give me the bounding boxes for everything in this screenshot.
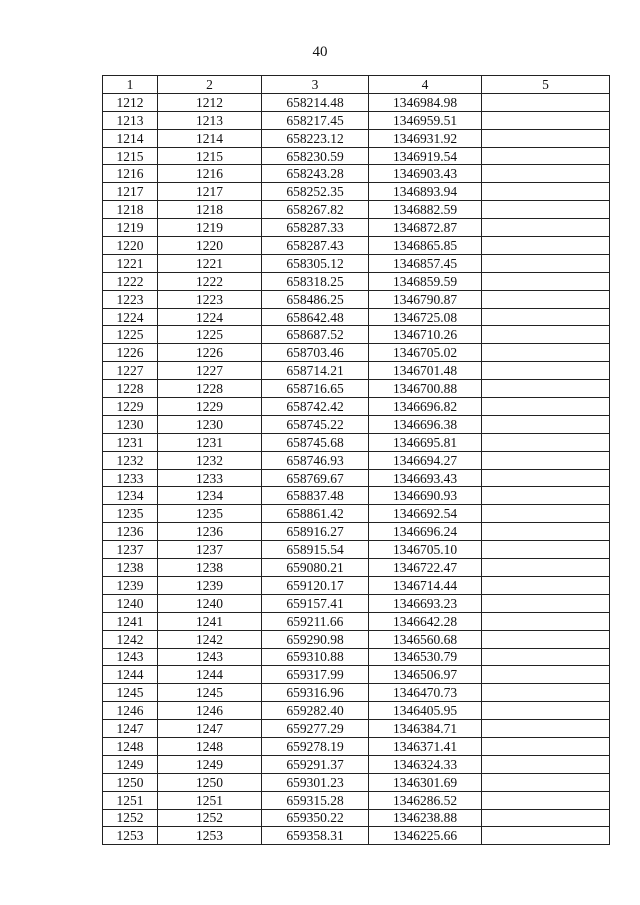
- note-cell: [482, 487, 610, 505]
- y-coordinate-cell: 1346857.45: [369, 254, 482, 272]
- table-header-row: [103, 76, 610, 94]
- note-cell: [482, 362, 610, 380]
- y-coordinate-cell: 1346919.54: [369, 147, 482, 165]
- y-coordinate-cell: 1346238.88: [369, 809, 482, 827]
- note-cell: [482, 684, 610, 702]
- note-cell: [482, 272, 610, 290]
- x-coordinate-cell: 658742.42: [262, 398, 369, 416]
- x-coordinate-cell: 659358.31: [262, 827, 369, 845]
- table-row: [103, 237, 610, 255]
- y-coordinate-cell: 1346695.81: [369, 433, 482, 451]
- point-id-cell: 1235: [158, 505, 262, 523]
- x-coordinate-cell: 658223.12: [262, 129, 369, 147]
- note-cell: [482, 290, 610, 308]
- x-coordinate-cell: 659301.23: [262, 773, 369, 791]
- x-coordinate-cell: 658687.52: [262, 326, 369, 344]
- point-number-cell: 1252: [103, 809, 158, 827]
- y-coordinate-cell: 1346506.97: [369, 666, 482, 684]
- table-row: [103, 308, 610, 326]
- note-cell: [482, 648, 610, 666]
- y-coordinate-cell: 1346384.71: [369, 720, 482, 738]
- x-coordinate-cell: 659211.66: [262, 612, 369, 630]
- table-row: [103, 773, 610, 791]
- point-id-cell: 1223: [158, 290, 262, 308]
- point-number-cell: 1215: [103, 147, 158, 165]
- y-coordinate-cell: 1346865.85: [369, 237, 482, 255]
- point-number-cell: 1253: [103, 827, 158, 845]
- point-number-cell: 1248: [103, 737, 158, 755]
- point-number-cell: 1240: [103, 594, 158, 612]
- note-cell: [482, 147, 610, 165]
- x-coordinate-cell: 658703.46: [262, 344, 369, 362]
- x-coordinate-cell: 658716.65: [262, 380, 369, 398]
- point-number-cell: 1223: [103, 290, 158, 308]
- table-row: [103, 487, 610, 505]
- x-coordinate-cell: 659310.88: [262, 648, 369, 666]
- x-coordinate-cell: 658486.25: [262, 290, 369, 308]
- x-coordinate-cell: 658287.33: [262, 219, 369, 237]
- point-id-cell: 1215: [158, 147, 262, 165]
- x-coordinate-cell: 658916.27: [262, 523, 369, 541]
- x-coordinate-cell: 659080.21: [262, 559, 369, 577]
- table-row: [103, 183, 610, 201]
- x-coordinate-cell: 659291.37: [262, 755, 369, 773]
- note-cell: [482, 326, 610, 344]
- point-id-cell: 1236: [158, 523, 262, 541]
- point-number-cell: 1228: [103, 380, 158, 398]
- note-cell: [482, 344, 610, 362]
- point-id-cell: 1242: [158, 630, 262, 648]
- note-cell: [482, 523, 610, 541]
- point-id-cell: 1216: [158, 165, 262, 183]
- y-coordinate-cell: 1346693.23: [369, 594, 482, 612]
- table-row: [103, 630, 610, 648]
- table-row: [103, 737, 610, 755]
- y-coordinate-cell: 1346705.10: [369, 541, 482, 559]
- note-cell: [482, 594, 610, 612]
- point-number-cell: 1212: [103, 93, 158, 111]
- x-coordinate-cell: 658318.25: [262, 272, 369, 290]
- point-id-cell: 1251: [158, 791, 262, 809]
- note-cell: [482, 398, 610, 416]
- y-coordinate-cell: 1346714.44: [369, 576, 482, 594]
- y-coordinate-cell: 1346882.59: [369, 201, 482, 219]
- note-cell: [482, 451, 610, 469]
- table-row: [103, 326, 610, 344]
- coordinates-table: [102, 75, 610, 845]
- table-row: [103, 612, 610, 630]
- table-row: [103, 147, 610, 165]
- point-number-cell: 1222: [103, 272, 158, 290]
- table-row: [103, 523, 610, 541]
- table-row: [103, 559, 610, 577]
- x-coordinate-cell: 658214.48: [262, 93, 369, 111]
- x-coordinate-cell: 659157.41: [262, 594, 369, 612]
- y-coordinate-cell: 1346694.27: [369, 451, 482, 469]
- table-row: [103, 129, 610, 147]
- table-row: [103, 165, 610, 183]
- x-coordinate-cell: 658642.48: [262, 308, 369, 326]
- y-coordinate-cell: 1346642.28: [369, 612, 482, 630]
- table-row: [103, 254, 610, 272]
- table-row: [103, 720, 610, 738]
- y-coordinate-cell: 1346700.88: [369, 380, 482, 398]
- note-cell: [482, 666, 610, 684]
- point-id-cell: 1226: [158, 344, 262, 362]
- table-row: [103, 380, 610, 398]
- note-cell: [482, 630, 610, 648]
- note-cell: [482, 93, 610, 111]
- note-cell: [482, 755, 610, 773]
- point-id-cell: 1212: [158, 93, 262, 111]
- table-row: [103, 594, 610, 612]
- x-coordinate-cell: 659277.29: [262, 720, 369, 738]
- point-id-cell: 1248: [158, 737, 262, 755]
- point-id-cell: 1244: [158, 666, 262, 684]
- column-header-3: 3: [262, 76, 369, 94]
- point-id-cell: 1231: [158, 433, 262, 451]
- table-row: [103, 272, 610, 290]
- x-coordinate-cell: 659120.17: [262, 576, 369, 594]
- column-header-4: 4: [369, 76, 482, 94]
- column-header-1: 1: [103, 76, 158, 94]
- note-cell: [482, 791, 610, 809]
- point-number-cell: 1241: [103, 612, 158, 630]
- table-row: [103, 702, 610, 720]
- point-number-cell: 1250: [103, 773, 158, 791]
- y-coordinate-cell: 1346722.47: [369, 559, 482, 577]
- point-id-cell: 1232: [158, 451, 262, 469]
- point-number-cell: 1219: [103, 219, 158, 237]
- y-coordinate-cell: 1346872.87: [369, 219, 482, 237]
- y-coordinate-cell: 1346931.92: [369, 129, 482, 147]
- x-coordinate-cell: 659317.99: [262, 666, 369, 684]
- x-coordinate-cell: 658230.59: [262, 147, 369, 165]
- y-coordinate-cell: 1346701.48: [369, 362, 482, 380]
- y-coordinate-cell: 1346324.33: [369, 755, 482, 773]
- y-coordinate-cell: 1346301.69: [369, 773, 482, 791]
- note-cell: [482, 111, 610, 129]
- table-row: [103, 541, 610, 559]
- point-id-cell: 1253: [158, 827, 262, 845]
- note-cell: [482, 183, 610, 201]
- point-number-cell: 1237: [103, 541, 158, 559]
- point-number-cell: 1221: [103, 254, 158, 272]
- y-coordinate-cell: 1346725.08: [369, 308, 482, 326]
- table-row: [103, 398, 610, 416]
- x-coordinate-cell: 658745.68: [262, 433, 369, 451]
- y-coordinate-cell: 1346710.26: [369, 326, 482, 344]
- x-coordinate-cell: 658267.82: [262, 201, 369, 219]
- note-cell: [482, 505, 610, 523]
- point-number-cell: 1229: [103, 398, 158, 416]
- point-id-cell: 1229: [158, 398, 262, 416]
- y-coordinate-cell: 1346225.66: [369, 827, 482, 845]
- point-id-cell: 1237: [158, 541, 262, 559]
- point-id-cell: 1227: [158, 362, 262, 380]
- y-coordinate-cell: 1346560.68: [369, 630, 482, 648]
- y-coordinate-cell: 1346693.43: [369, 469, 482, 487]
- y-coordinate-cell: 1346696.82: [369, 398, 482, 416]
- point-number-cell: 1216: [103, 165, 158, 183]
- point-id-cell: 1214: [158, 129, 262, 147]
- y-coordinate-cell: 1346371.41: [369, 737, 482, 755]
- note-cell: [482, 308, 610, 326]
- point-id-cell: 1217: [158, 183, 262, 201]
- note-cell: [482, 576, 610, 594]
- point-id-cell: 1218: [158, 201, 262, 219]
- point-id-cell: 1250: [158, 773, 262, 791]
- point-number-cell: 1244: [103, 666, 158, 684]
- point-id-cell: 1246: [158, 702, 262, 720]
- x-coordinate-cell: 658915.54: [262, 541, 369, 559]
- x-coordinate-cell: 658714.21: [262, 362, 369, 380]
- point-number-cell: 1233: [103, 469, 158, 487]
- x-coordinate-cell: 659350.22: [262, 809, 369, 827]
- point-number-cell: 1220: [103, 237, 158, 255]
- point-number-cell: 1236: [103, 523, 158, 541]
- x-coordinate-cell: 659315.28: [262, 791, 369, 809]
- x-coordinate-cell: 659282.40: [262, 702, 369, 720]
- point-number-cell: 1217: [103, 183, 158, 201]
- x-coordinate-cell: 658769.67: [262, 469, 369, 487]
- y-coordinate-cell: 1346690.93: [369, 487, 482, 505]
- table-body: [103, 93, 610, 844]
- x-coordinate-cell: 658217.45: [262, 111, 369, 129]
- y-coordinate-cell: 1346696.38: [369, 415, 482, 433]
- x-coordinate-cell: 658861.42: [262, 505, 369, 523]
- x-coordinate-cell: 659290.98: [262, 630, 369, 648]
- column-header-2: 2: [158, 76, 262, 94]
- y-coordinate-cell: 1346959.51: [369, 111, 482, 129]
- x-coordinate-cell: 659278.19: [262, 737, 369, 755]
- point-id-cell: 1238: [158, 559, 262, 577]
- point-id-cell: 1234: [158, 487, 262, 505]
- x-coordinate-cell: 658745.22: [262, 415, 369, 433]
- point-id-cell: 1247: [158, 720, 262, 738]
- y-coordinate-cell: 1346405.95: [369, 702, 482, 720]
- x-coordinate-cell: 658287.43: [262, 237, 369, 255]
- point-number-cell: 1249: [103, 755, 158, 773]
- note-cell: [482, 612, 610, 630]
- table-row: [103, 827, 610, 845]
- note-cell: [482, 469, 610, 487]
- point-number-cell: 1243: [103, 648, 158, 666]
- note-cell: [482, 737, 610, 755]
- point-id-cell: 1243: [158, 648, 262, 666]
- note-cell: [482, 237, 610, 255]
- x-coordinate-cell: 658746.93: [262, 451, 369, 469]
- y-coordinate-cell: 1346530.79: [369, 648, 482, 666]
- point-id-cell: 1240: [158, 594, 262, 612]
- table-row: [103, 201, 610, 219]
- point-number-cell: 1246: [103, 702, 158, 720]
- y-coordinate-cell: 1346470.73: [369, 684, 482, 702]
- point-id-cell: 1245: [158, 684, 262, 702]
- note-cell: [482, 559, 610, 577]
- y-coordinate-cell: 1346859.59: [369, 272, 482, 290]
- table-row: [103, 362, 610, 380]
- point-number-cell: 1214: [103, 129, 158, 147]
- table-row: [103, 451, 610, 469]
- table-row: [103, 93, 610, 111]
- table-row: [103, 469, 610, 487]
- point-number-cell: 1230: [103, 415, 158, 433]
- y-coordinate-cell: 1346984.98: [369, 93, 482, 111]
- point-id-cell: 1239: [158, 576, 262, 594]
- table-row: [103, 684, 610, 702]
- table-row: [103, 505, 610, 523]
- note-cell: [482, 380, 610, 398]
- table-row: [103, 755, 610, 773]
- table-row: [103, 415, 610, 433]
- point-id-cell: 1233: [158, 469, 262, 487]
- table-row: [103, 344, 610, 362]
- x-coordinate-cell: 658837.48: [262, 487, 369, 505]
- point-id-cell: 1219: [158, 219, 262, 237]
- point-id-cell: 1220: [158, 237, 262, 255]
- point-number-cell: 1213: [103, 111, 158, 129]
- y-coordinate-cell: 1346286.52: [369, 791, 482, 809]
- note-cell: [482, 541, 610, 559]
- y-coordinate-cell: 1346893.94: [369, 183, 482, 201]
- point-id-cell: 1224: [158, 308, 262, 326]
- y-coordinate-cell: 1346692.54: [369, 505, 482, 523]
- column-header-5: 5: [482, 76, 610, 94]
- point-id-cell: 1225: [158, 326, 262, 344]
- table-row: [103, 666, 610, 684]
- note-cell: [482, 720, 610, 738]
- y-coordinate-cell: 1346696.24: [369, 523, 482, 541]
- point-id-cell: 1213: [158, 111, 262, 129]
- y-coordinate-cell: 1346705.02: [369, 344, 482, 362]
- y-coordinate-cell: 1346790.87: [369, 290, 482, 308]
- point-number-cell: 1218: [103, 201, 158, 219]
- point-id-cell: 1252: [158, 809, 262, 827]
- point-number-cell: 1238: [103, 559, 158, 577]
- note-cell: [482, 827, 610, 845]
- point-number-cell: 1224: [103, 308, 158, 326]
- x-coordinate-cell: 658243.28: [262, 165, 369, 183]
- note-cell: [482, 165, 610, 183]
- point-number-cell: 1231: [103, 433, 158, 451]
- point-number-cell: 1232: [103, 451, 158, 469]
- page-number: 40: [312, 44, 328, 60]
- note-cell: [482, 773, 610, 791]
- table-row: [103, 219, 610, 237]
- x-coordinate-cell: 659316.96: [262, 684, 369, 702]
- point-id-cell: 1222: [158, 272, 262, 290]
- point-number-cell: 1227: [103, 362, 158, 380]
- x-coordinate-cell: 658252.35: [262, 183, 369, 201]
- table-row: [103, 809, 610, 827]
- point-id-cell: 1228: [158, 380, 262, 398]
- point-number-cell: 1247: [103, 720, 158, 738]
- note-cell: [482, 201, 610, 219]
- table-row: [103, 576, 610, 594]
- note-cell: [482, 254, 610, 272]
- point-number-cell: 1235: [103, 505, 158, 523]
- point-id-cell: 1241: [158, 612, 262, 630]
- point-number-cell: 1234: [103, 487, 158, 505]
- table-row: [103, 290, 610, 308]
- point-number-cell: 1226: [103, 344, 158, 362]
- note-cell: [482, 129, 610, 147]
- point-id-cell: 1230: [158, 415, 262, 433]
- note-cell: [482, 702, 610, 720]
- note-cell: [482, 809, 610, 827]
- point-number-cell: 1242: [103, 630, 158, 648]
- table-row: [103, 648, 610, 666]
- table-row: [103, 111, 610, 129]
- point-id-cell: 1249: [158, 755, 262, 773]
- note-cell: [482, 219, 610, 237]
- point-number-cell: 1239: [103, 576, 158, 594]
- y-coordinate-cell: 1346903.43: [369, 165, 482, 183]
- point-number-cell: 1251: [103, 791, 158, 809]
- point-number-cell: 1245: [103, 684, 158, 702]
- note-cell: [482, 433, 610, 451]
- note-cell: [482, 415, 610, 433]
- point-id-cell: 1221: [158, 254, 262, 272]
- table-row: [103, 791, 610, 809]
- x-coordinate-cell: 658305.12: [262, 254, 369, 272]
- table-row: [103, 433, 610, 451]
- point-number-cell: 1225: [103, 326, 158, 344]
